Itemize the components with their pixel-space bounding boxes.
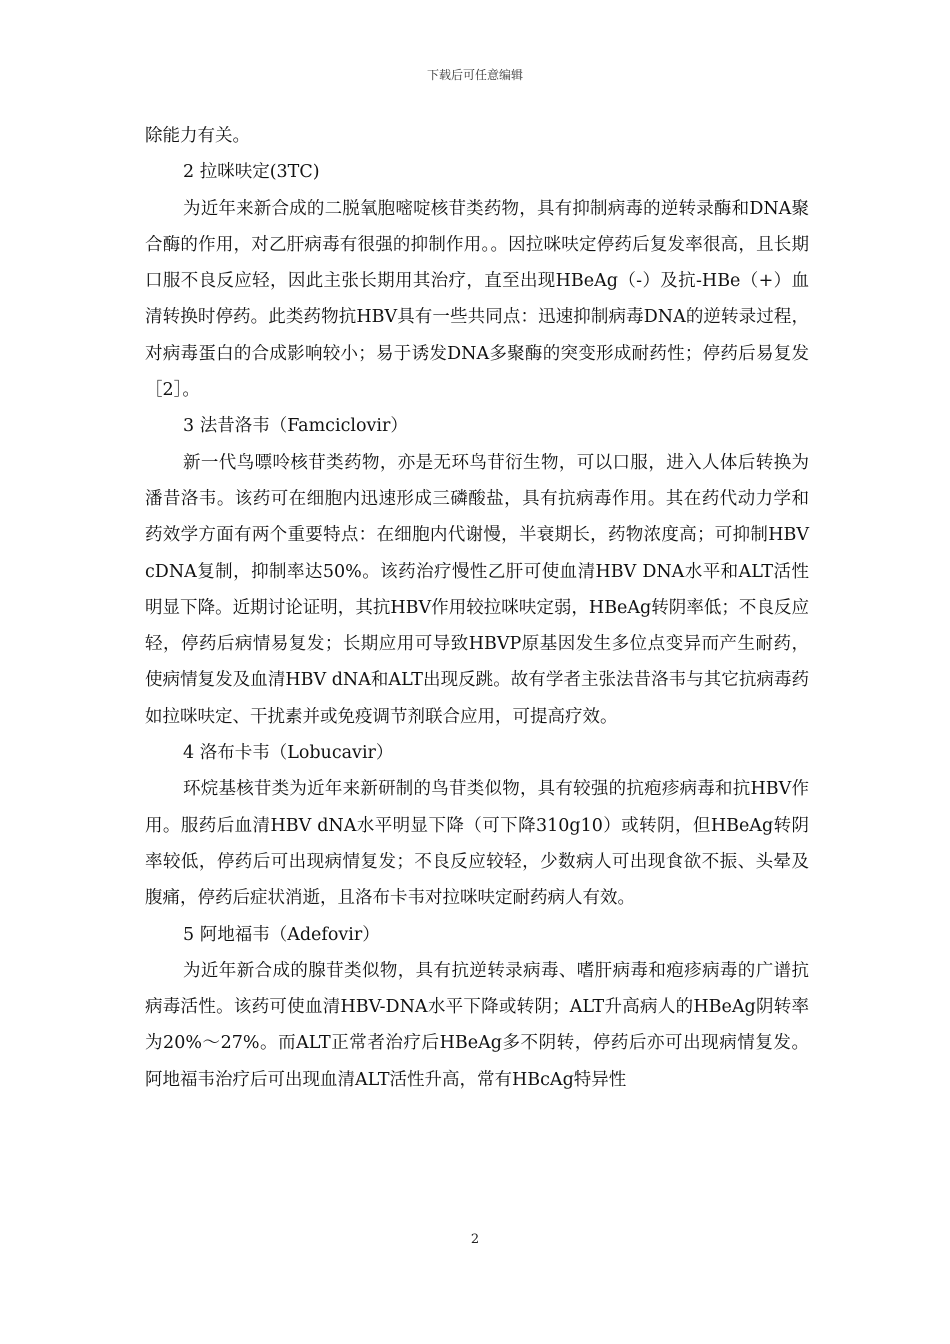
paragraph-adefovir: 为近年新合成的腺苷类似物，具有抗逆转录病毒、嗜肝病毒和疱疹病毒的广谱抗病毒活性。该药可使血清HBV-DNA水平下降或转阴；ALT升高病人的HBeAg阴转率为20%～27%。而ALT正常者治疗后HBeAg多不阴转，停药后亦可出现病情复发。阿地福韦治疗后可出现血清ALT活性升高，常有HBcAg特异性 bbox=[145, 960, 809, 1090]
section-heading-3tc: 2 拉咪呋定(3TC) bbox=[183, 162, 320, 183]
paragraph-lobucavir: 环烷基核苷类为近年来新研制的鸟苷类似物，具有较强的抗疱疹病毒和抗HBV作用。服药后血清HBV dNA水平明显下降（可下降310g10）或转阴，但HBeAg转阴率较低，停药后可出现病情复发；不良反应较轻，少数病人可出现食欲不振、头晕及腹痛，停药后症状消逝，且洛布卡韦对拉咪呋定耐药病人有效。 bbox=[145, 779, 809, 909]
section-heading-adefovir: 5 阿地福韦（Adefovir） bbox=[183, 924, 380, 945]
paragraph-continuation: 除能力有关。 bbox=[145, 126, 250, 146]
page-number: 2 bbox=[470, 1232, 480, 1247]
paragraph-3tc: 为近年来新合成的二脱氧胞嘧啶核苷类药物，具有抑制病毒的逆转录酶和DNA聚合酶的作用，对乙肝病毒有很强的抑制作用。。因拉咪呋定停药后复发率很高，且长期口服不良反应轻，因此主张长期用其治疗，直至出现HBeAg（-）及抗-HBe（+）血清转换时停药。此类药物抗HBV具有一些共同点：迅速抑制病毒DNA的逆转录过程，对病毒蛋白的合成影响较小；易于诱发DNA多聚酶的突变形成耐药性；停药后易复发［2］。 bbox=[145, 198, 809, 401]
document-body bbox=[145, 118, 809, 1098]
page-header: 下载后可任意编辑 bbox=[426, 68, 523, 82]
paragraph-famciclovir: 新一代鸟嘌呤核苷类药物，亦是无环鸟苷衍生物，可以口服，进入人体后转换为潘昔洛韦。该药可在细胞内迅速形成三磷酸盐，具有抗病毒作用。其在药代动力学和药效学方面有两个重要特点：在细胞内代谢慢，半衰期长，药物浓度高；可抑制HBV cDNA复制，抑制率达50%。该药治疗慢性乙肝可使血清HBV DNA水平和ALT活性明显下降。近期讨论证明，其抗HBV作用较拉咪呋定弱，HBeAg转阴率低；不良反应轻，停药后病情易复发；长期应用可导致HBVP原基因发生多位点变异而产生耐药，使病情复发及血清HBV dNA和ALT出现反跳。故有学者主张法昔洛韦与其它抗病毒药如拉咪呋定、干扰素并或免疫调节剂联合应用，可提高疗效。 bbox=[145, 452, 810, 727]
section-heading-famciclovir: 3 法昔洛韦（Famciclovir） bbox=[183, 416, 408, 437]
section-heading-lobucavir: 4 洛布卡韦（Lobucavir） bbox=[183, 743, 394, 764]
